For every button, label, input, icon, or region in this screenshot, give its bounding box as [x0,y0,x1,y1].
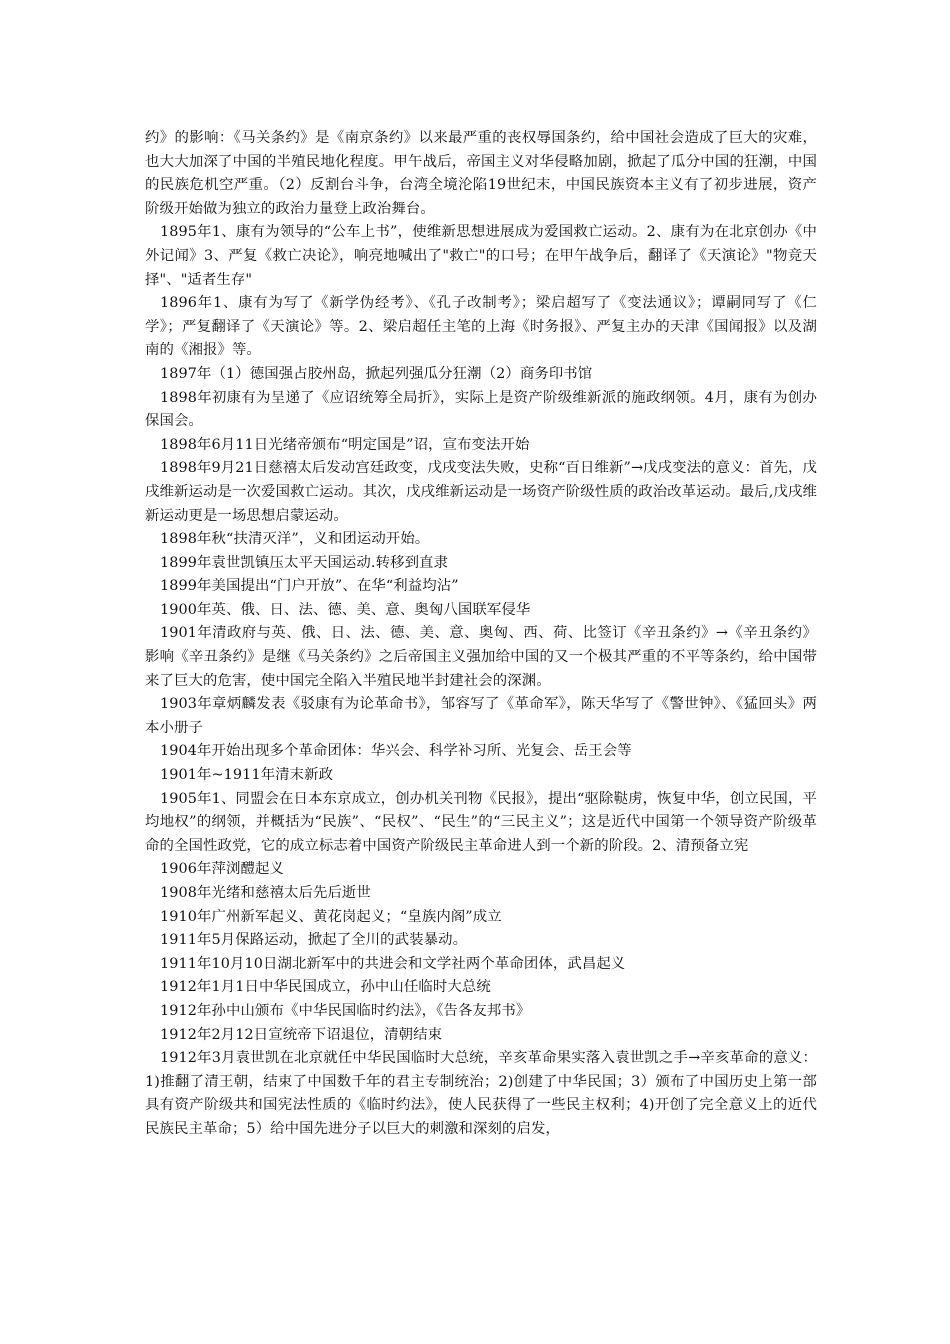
paragraph-1906: 1906年萍浏醴起义 [160,861,284,878]
paragraph-1901-1911: 1901年~1911年清末新政 [160,767,334,784]
paragraph-1898-june: 1898年6月11日光绪帝颁布“明定国是”诏，宣布变法开始 [160,436,530,453]
paragraph-1904: 1904年开始出现多个革命团体：华兴会、科学补习所、光复会、岳王会等 [160,743,632,760]
paragraph-1899-yuan: 1899年袁世凯镇压太平天国运动.转移到直隶 [160,554,449,571]
paragraph-1898-early: 1898年初康有为呈递了《应诏统筹全局折》，实际上是资产阶级维新派的施政纲领。4月，康有为创办保国会。 [145,389,817,430]
paragraph-1912-march: 1912年3月袁世凯在北京就任中华民国临时大总统，辛亥革命果实落入袁世凯之手→辛亥革命的意义：1)推翻了清王朝，结束了中国数千年的君主专制统治；2)创建了中华民国；3）颁布了中国历史上第一部具有资产阶级共和国宪法性质的《临时约法》，使人民获得了一些民主权利；4)开创了完全意义上的近代民族民主革命；5）给中国先进分子以巨大的刺激和深刻的启发， [145,1050,817,1137]
paragraph-1897: 1897年（1）德国强占胶州岛，掀起列强瓜分狂潮（2）商务印书馆 [160,365,593,382]
paragraph-treaty-impact: 约》的影响：《马关条约》是《南京条约》以来最严重的丧权辱国条约，给中国社会造成了巨大的灾难，也大大加深了中国的半殖民地化程度。甲午战后，帝国主义对华侵略加剧，掀起了瓜分中国的狂潮，中国的民族危机空严重。（2）反割台斗争，台湾全境沦陷19世纪末，中国民族资本主义有了初步进展，资产阶级开始做为独立的政治力量登上政治舞台。 [145,130,817,217]
paragraph-1898-autumn: 1898年秋“扶清灭洋”，义和团运动开始。 [160,531,430,548]
document-body [145,127,817,1142]
paragraph-1908: 1908年光绪和慈禧太后先后逝世 [160,885,371,901]
paragraph-1900: 1900年英、俄、日、法、德、美、意、奥匈八国联军侵华 [160,601,531,618]
paragraph-1912-jan: 1912年1月1日中华民国成立，孙中山任临时大总统 [160,979,491,996]
paragraph-1901-treaty: 1901年清政府与英、俄、日、法、德、美、意、奥匈、西、荷、比签订《辛丑条约》→《辛丑条约》影响《辛丑条约》是继《马关条约》之后帝国主义强加给中国的又一个极其严重的不平等条约，给中国带来了巨大的危害，使中国完全陷入半殖民地半封建社会的深渊。 [145,625,817,689]
paragraph-1905: 1905年1、同盟会在日本东京成立，创办机关刊物《民报》，提出“驱除鞑虏，恢复中华，创立民国，平均地权”的纲领，并概括为“民族”、“民权”、“民生”的“三民主义”；这是近代中国第一个领导资产阶级革命的全国性政党，它的成立标志着中国资产阶级民主革命进人到一个新的阶段。2、清预备立宪 [145,790,817,854]
paragraph-1912-constitution: 1912年孙中山颁布《中华民国临时约法》，《告各友邦书》 [160,1002,531,1019]
paragraph-1898-sept: 1898年9月21日慈禧太后发动宫廷政变，戊戌变法失败，史称“百日维新”→戊戌变法的意义：首先，戊戌维新运动是一次爱国救亡运动。其次，戊戌维新运动是一场资产阶级性质的政治改革运动。最后,戊戌维新运动更是一场思想启蒙运动。 [145,460,817,524]
paragraph-1911-may: 1911年5月保路运动，掀起了全川的武装暴动。 [160,932,468,949]
paragraph-1911-oct: 1911年10月10日湖北新军中的共进会和文学社两个革命团体，武昌起义 [160,955,626,972]
paragraph-1912-feb: 1912年2月12日宣统帝下诏退位，清朝结束 [160,1026,443,1043]
paragraph-1910: 1910年广州新军起义、黄花岗起义；“皇族内阁”成立 [160,908,502,925]
paragraph-1895: 1895年1、康有为领导的“公车上书”，使维新思想进展成为爱国救亡运动。2、康有为在北京创办《中外记闻》3、严复《救亡决论》，响亮地喊出了"救亡"的口号；在甲午战争后，翻译了《天演论》"物竞天择"、"适者生存" [145,224,817,288]
paragraph-1899-us: 1899年美国提出“门户开放”、在华“利益均沾” [160,578,459,595]
paragraph-1896: 1896年1、康有为写了《新学伪经考》、《孔子改制考》；梁启超写了《变法通议》；谭嗣同写了《仁学》；严复翻译了《天演论》等。2、梁启超任主笔的上海《时务报》、严复主办的天津《国闻报》以及湖南的《湘报》等。 [145,295,817,359]
paragraph-1903: 1903年章炳麟发表《驳康有为论革命书》，邹容写了《革命军》，陈天华写了《警世钟》、《猛回头》两本小册子 [145,696,817,736]
